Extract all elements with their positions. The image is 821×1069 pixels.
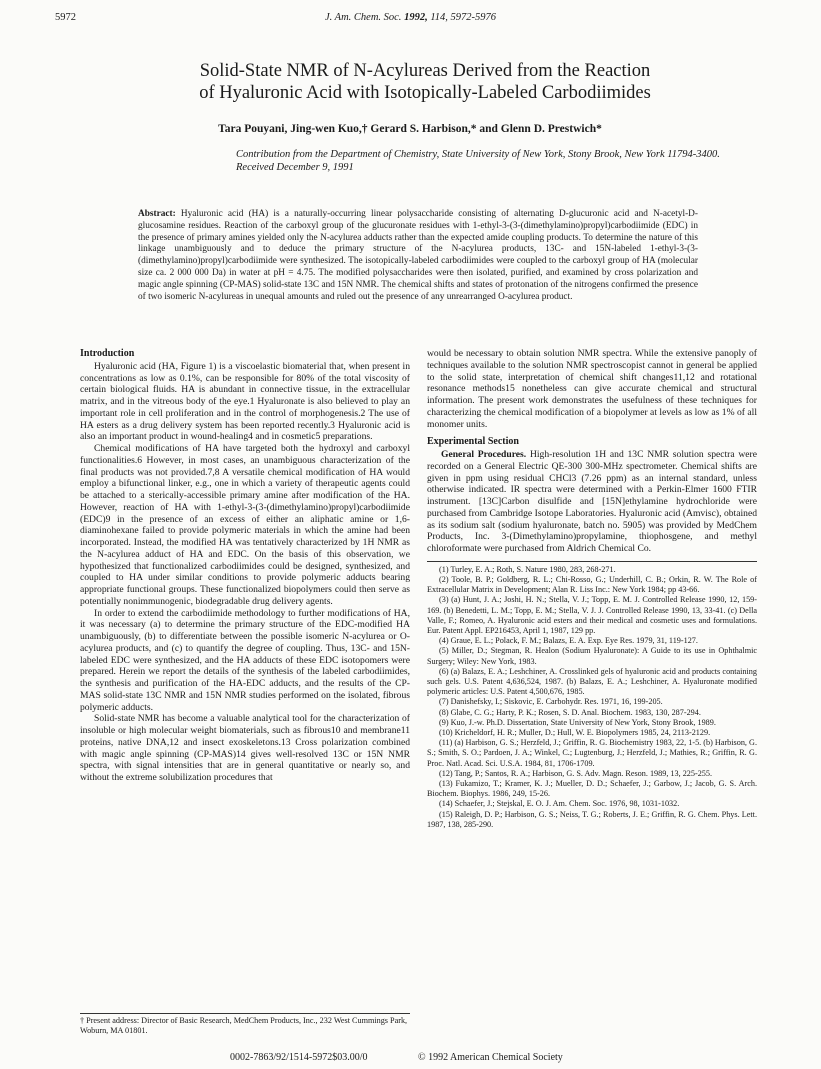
reference-item: (5) Miller, D.; Stegman, R. Healon (Sodium Hyaluronate): A Guide to its use in Ophthalmic Surgery; Wiley: New York, 1983.: [427, 646, 757, 666]
intro-paragraph: Solid-state NMR has become a valuable analytical tool for the characterization of insoluble or high molecular weight biomaterials, such as fibrous10 and membrane11 proteins, native DNA,12 and insect exoskeletons.13 Cross polarization combined with magic angle spinning (CP-MAS)14 gives well-resolved 13C or 15N NMR spectra, with signal intensities that are in general quantitative or nearly so, and without the extreme solubilization procedures that: [80, 713, 410, 783]
journal-pages: 5972-5976: [450, 12, 497, 23]
journal-year: 1992,: [404, 12, 428, 23]
reference-item: (15) Raleigh, D. P.; Harbison, G. S.; Neiss, T. G.; Roberts, J. E.; Griffin, R. G. Chem. Phys. Lett. 1987, 138, 285-290.: [427, 809, 757, 829]
journal-header: [0, 12, 821, 23]
reference-item: (4) Graue, E. L.; Polack, F. M.; Balazs, E. A. Exp. Eye Res. 1979, 31, 119-127.: [439, 636, 698, 646]
affiliation: Contribution from the Department of Chemistry, State University of New York, Stony Brook, New York 11794-3400. Received December 9, 1991: [236, 149, 720, 173]
reference-item: (6) (a) Balazs, E. A.; Leshchiner, A. Crosslinked gels of hyaluronic acid and products containing such gels. U.S. Patent 4,636,524, 1987. (b) Balazs, E. A.; Leshchiner, A. Hyaluronate modified polymeric articles: U.S. Patent 4,500,676, 1985.: [427, 666, 757, 697]
author-list: Tara Pouyani, Jing-wen Kuo,† Gerard S. Harbison,* and Glenn D. Prestwich*: [218, 123, 602, 135]
article-title: Solid-State NMR of N-Acylureas Derived from the Reaction of Hyaluronic Acid with Isotopically-Labeled Carbodiimides: [199, 61, 651, 103]
introduction-heading: Introduction: [80, 348, 135, 359]
copyright: © 1992 American Chemical Society: [418, 1052, 563, 1063]
reference-item: (9) Kuo, J.-w. Ph.D. Dissertation, State University of New York, Stony Brook, 1989.: [439, 717, 716, 727]
journal-volume: 114,: [430, 12, 448, 23]
abstract-label: Abstract:: [138, 209, 176, 219]
journal-name: J. Am. Chem. Soc.: [324, 12, 402, 23]
general-procedures: [427, 449, 757, 555]
left-column: [80, 348, 410, 784]
intro-paragraph: Hyaluronic acid (HA, Figure 1) is a viscoelastic biomaterial that, when present in concentrations as low as 0.1%, can be responsible for 80% of the total viscosity of certain biological fluids. HA is abundant in connective tissue, in the extracellular matrix, and in the vitreous body of the eye.1 Hyaluronate is also believed to play an important role in cell proliferation and in the control of morphogenesis.2 The use of HA esters as a drug delivery system has been reported recently.3 Hyaluronic acid is also an important product in wound-healing4 and in cosmetic5 preparations.: [80, 360, 410, 443]
general-procedures-label: General Procedures.: [441, 449, 527, 460]
reference-list: [427, 561, 757, 830]
reference-item: (7) Danishefsky, I.; Siskovic, E. Carbohydr. Res. 1971, 16, 199-205.: [439, 697, 663, 707]
page-number: 5972: [55, 12, 76, 23]
reference-item: (13) Fukamizo, T.; Kramer, K. J.; Mueller, D. D.; Schaefer, J.; Garbow, J.; Jacob, G. S. Arch. Biochem. Biophys. 1986, 249, 15-26.: [427, 779, 757, 799]
reference-item: (1) Turley, E. A.; Roth, S. Nature 1980, 283, 268-271.: [439, 564, 616, 574]
reference-item: (10) Kricheldorf, H. R.; Muller, D.; Hull, W. E. Biopolymers 1985, 24, 2113-2129.: [439, 728, 711, 737]
intro-paragraph: In order to extend the carbodiimide methodology to further modifications of HA, it was necessary (a) to determine the primary structure of the EDC-modified HA unambiguously, (b) to differentiate between the possible isomeric N-acylurea or O-acylurea products, and (c) to quantify the degree of coupling. Thus, 13C- and 15N-labeled EDC were synthesized, and the HA adducts of these EDC isotopomers were prepared. Herein we report the details of the synthesis of the labeled carbodiimides, the synthesis and purification of the HA-EDC adducts, and the results of the CP-MAS solid-state 13C NMR and 15N NMR studies performed on the isolated, fibrous polymeric adducts.: [80, 607, 410, 713]
general-procedures-text: High-resolution 1H and 13C NMR solution spectra were recorded on a General Electric QE-300 300-MHz spectrometer. Chemical shifts are given in ppm using residual CHCl3 (7.26 ppm) as an internal standard, unless otherwise indicated. IR spectra were determined with a Perkin-Elmer 1600 FTIR instrument. [13C]Carbon disulfide and [15N]ethylamine hydrochloride were purchased from Cambridge Isotope Laboratories. Hyaluronic acid (Amvisc), obtained as its sodium salt (sodium hyaluronate, batch no. 5905) was provided by MedChem Products, Inc. 3-(Dimethylamino)propylamine, thiophosgene, and methyl chloroformate were purchased from Aldrich Chemical Co.: [427, 449, 757, 554]
reference-item: (11) (a) Harbison, G. S.; Herzfeld, J.; Griffin, R. G. Biochemistry 1983, 22, 1-5. (b) Harbison, G. S.; Smith, S. O.; Pardoen, J. A.; Winkel, C.; Lugtenburg, J.; Herzfeld, J.; Mathies, R.; Griffin, R. G. Proc. Natl. Acad. Sci. U.S.A. 1984, 81, 1706-1709.: [427, 738, 757, 768]
article-code: 0002-7863/92/1514-5972$03.00/0: [230, 1052, 368, 1063]
reference-item: (14) Schaefer, J.; Stejskal, E. O. J. Am. Chem. Soc. 1976, 98, 1031-1032.: [439, 799, 680, 809]
experimental-heading: Experimental Section: [427, 436, 519, 448]
abstract-text: Hyaluronic acid (HA) is a naturally-occurring linear polysaccharide consisting of alternating D-glucuronic acid and N-acetyl-D-glucosamine residues. Reaction of the carboxyl group of the glucuronate residues with 1-ethyl-3-(3-(dimethylamino)propyl)carbodiimide (EDC) in the presence of primary amines yielded only the N-acylurea adducts rather than the expected amide coupling products. To determine the nature of this linkage unambiguously and to deduce the primary structure of the N-acylurea products, 13C- and 15N-labeled 1-ethyl-3-(3-(dimethylamino)propyl)carbodiimide were synthesized. The isotopically-labeled carbodiimides were coupled to the carboxyl group of HA (molecular size ca. 2 000 000 Da) in water at pH = 4.75. The modified polysaccharides were then isolated, purified, and examined by cross polarization and magic angle spinning (CP-MAS) solid-state 13C and 15N NMR. The chemical shifts and states of protonation of the nitrogens confirmed the presence of two isomeric N-acylureas in unequal amounts and ruled out the presence of any unrearranged O-acylurea product.: [138, 209, 698, 302]
author-footnote: † Present address: Director of Basic Research, MedChem Products, Inc., 232 West Cummings Park, Woburn, MA 01801.: [80, 1013, 410, 1036]
reference-item: (8) Glabe, C. G.; Harty, P. K.; Rosen, S. D. Anal. Biochem. 1983, 130, 287-294.: [439, 707, 701, 717]
abstract: [138, 209, 698, 303]
right-column: [427, 348, 757, 830]
intro-paragraph: Chemical modifications of HA have targeted both the hydroxyl and carboxyl functionalities.6 However, in most cases, an unambiguous characterization of the final products was not provided.7,8 A versatile chemical modification of HA would employ a bifunctional linker, e.g., one in which a variety of therapeutic agents could be attached to a sterically-accessible primary amine after modification of the HA. However, reaction of HA with 1-ethyl-3-(3-(dimethylamino)propyl)carbodiimide (EDC)9 in the presence of an excess of either an aliphatic amine or 1,6-diaminohexane failed to provide polymeric materials in which the amine had been incorporated. Instead, the modified HA was tentatively characterized by 1H NMR as the N-acylurea adduct of HA and EDC. On the basis of this observation, we hypothesized that functionalized carbodiimides could be designed, synthesized, and coupled to HA under similar conditions to provide polymeric adducts bearing appropriate functional groups. These functionalized biopolymers could then serve as potentially nonimmunogenic, biodegradable drug delivery agents.: [80, 443, 410, 607]
intro-continuation: would be necessary to obtain solution NMR spectra. While the extensive panoply of techniques available to the solution NMR spectroscopist cannot in general be applied to the solid state, interpretation of chemical shift changes11,12 and rotational resonance methods15 nonetheless can give accurate chemical and structural information. The present work demonstrates the usefulness of these techniques for characterizing the chemical modification of a biopolymer at levels as low as 1% of all monomer units.: [427, 348, 757, 430]
reference-item: (12) Tang, P.; Santos, R. A.; Harbison, G. S. Adv. Magn. Reson. 1989, 13, 225-255.: [439, 768, 713, 778]
reference-item: (3) (a) Hunt, J. A.; Joshi, H. N.; Stella, V. J.; Topp, E. M. J. Controlled Release 1990, 12, 159-169. (b) Benedetti, L. M.; Topp, E. M.; Stella, V. J. J. Controlled Release 1990, 13, 33-41. (c) Della Valle, F.; Romeo, A. Hyaluronic acid esters and their medical and cosmetic uses and formulations. Eur. Patent Appl. EP216453, April 1, 1987, 129 pp.: [427, 595, 757, 635]
reference-item: (2) Toole, B. P.; Goldberg, R. L.; Chi-Rosso, G.; Underhill, C. B.; Orkin, R. W. The Role of Extracellular Matrix in Development; Alan R. Liss Inc.: New York 1984; pp 43-66.: [427, 574, 757, 595]
